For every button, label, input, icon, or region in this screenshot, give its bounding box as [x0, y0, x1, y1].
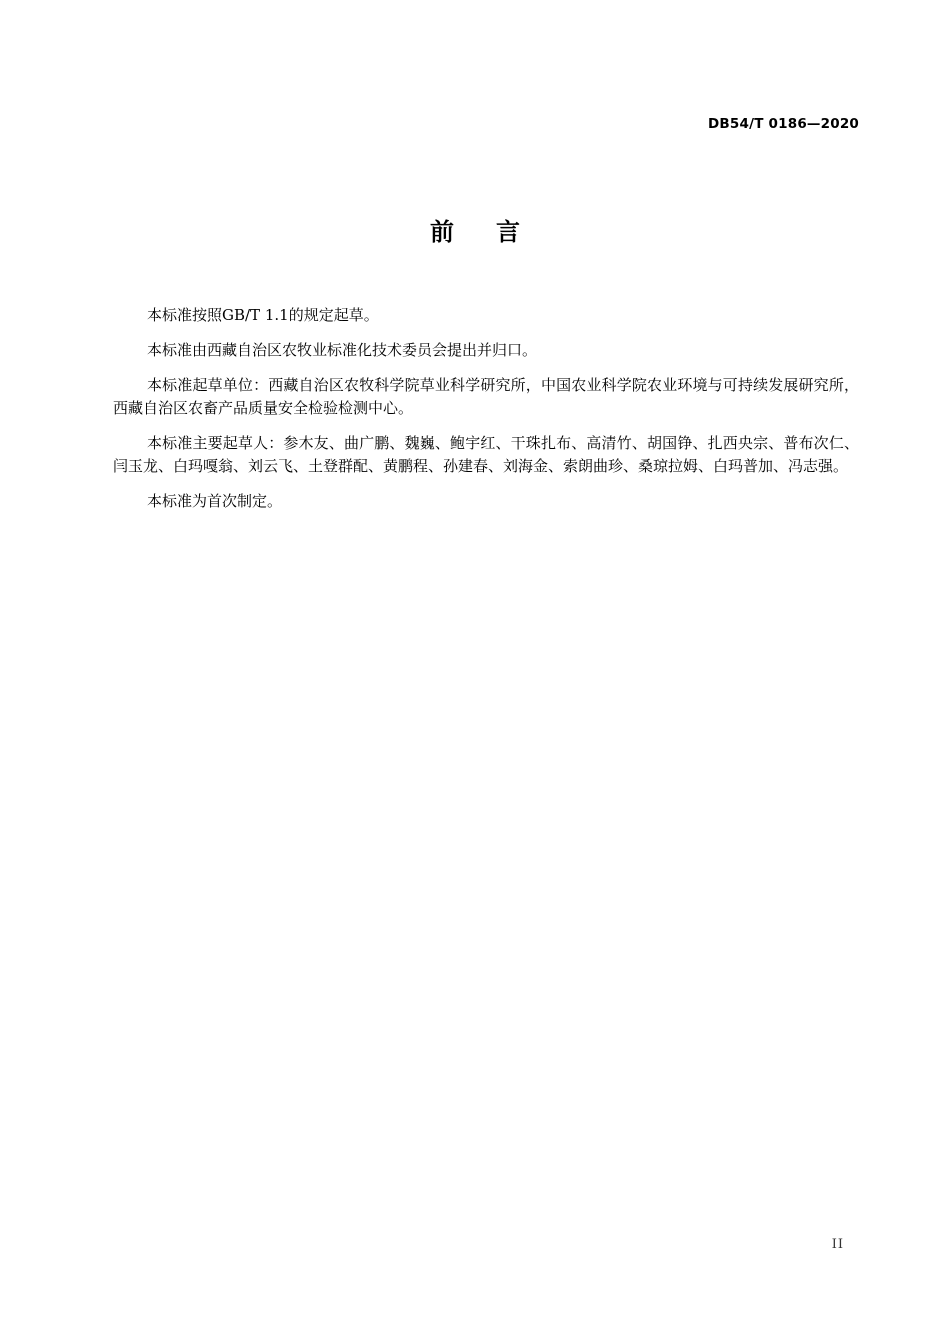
- paragraph-drafters: 本标准主要起草人：参木友、曲广鹏、魏巍、鲍宇红、干珠扎布、高清竹、胡国铮、扎西央宗、普布次仁、闫玉龙、白玛嘎翁、刘云飞、土登群配、黄鹏程、孙建春、刘海金、索朗曲珍、桑琼拉姆、白玛普加、冯志强。: [113, 434, 859, 475]
- page-number: II: [831, 1237, 844, 1252]
- foreword-body: [113, 304, 859, 525]
- paragraph-drafting-rule: 本标准按照GB/T 1.1的规定起草。: [147, 306, 379, 324]
- paragraph-drafting-units: 本标准起草单位：西藏自治区农牧科学院草业科学研究所，中国农业科学院农业环境与可持续发展研究所，西藏自治区农畜产品质量安全检验检测中心。: [113, 376, 859, 417]
- paragraph-first-edition: 本标准为首次制定。: [147, 492, 283, 510]
- document-code: DB54/T 0186—2020: [708, 116, 859, 132]
- page-title: 前言: [430, 218, 562, 246]
- paragraph-proposer: 本标准由西藏自治区农牧业标准化技术委员会提出并归口。: [147, 341, 538, 359]
